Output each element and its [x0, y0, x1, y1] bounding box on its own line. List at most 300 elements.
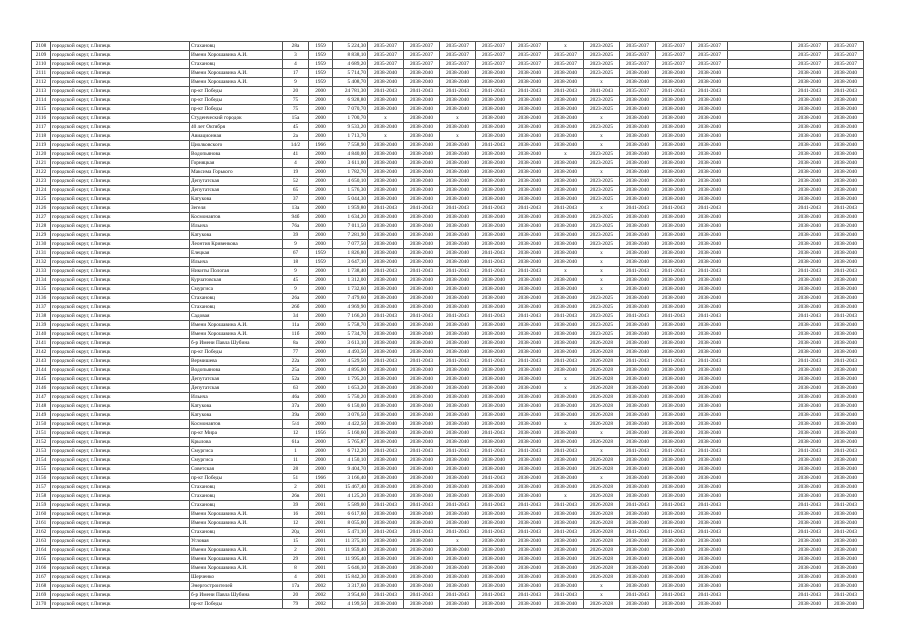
cell-works-9: 2038-2040 — [656, 231, 692, 240]
cell-works-2: 2038-2040 — [404, 393, 440, 402]
cell-works-7: 2023-2025 — [584, 123, 620, 132]
cell-works-7: 2026-2028 — [584, 528, 620, 537]
table-row — [32, 240, 864, 249]
cell-works-3: 2038-2040 — [440, 168, 476, 177]
cell-works-3: 2038-2040 — [440, 465, 476, 474]
table-row — [32, 132, 864, 141]
cell-works-3: 2038-2040 — [440, 240, 476, 249]
cell-house-number: 26в — [283, 492, 309, 501]
cell-street: Крылова — [190, 438, 283, 447]
cell-works-1: 2038-2040 — [368, 519, 404, 528]
cell-works-11: 2038-2040 — [792, 546, 828, 555]
cell-works-3: 2038-2040 — [440, 231, 476, 240]
cell-street: Зегеля — [190, 204, 283, 213]
cell-works-empty — [728, 555, 792, 564]
cell-municipality: городской округ, г.Липецк — [51, 96, 190, 105]
cell-works-1: 2038-2040 — [368, 411, 404, 420]
cell-works-6: 2038-2040 — [548, 402, 584, 411]
cell-house-number: 77 — [283, 348, 309, 357]
cell-works-6: 2038-2040 — [548, 474, 584, 483]
cell-works-11: 2038-2040 — [792, 339, 828, 348]
table-row — [32, 492, 864, 501]
cell-works-10: 2041-2043 — [692, 87, 728, 96]
cell-works-5: 2038-2040 — [512, 510, 548, 519]
table-row — [32, 564, 864, 573]
cell-works-4: 2038-2040 — [476, 519, 512, 528]
cell-works-9: 2038-2040 — [656, 303, 692, 312]
cell-works-2: 2038-2040 — [404, 546, 440, 555]
cell-works-10: 2038-2040 — [692, 582, 728, 591]
cell-build-year: 2000 — [309, 96, 333, 105]
cell-works-10: 2038-2040 — [692, 303, 728, 312]
cell-works-9: 2038-2040 — [656, 375, 692, 384]
cell-build-year: 2001 — [309, 546, 333, 555]
cell-build-year: 2001 — [309, 573, 333, 582]
cell-works-1: 2038-2040 — [368, 537, 404, 546]
cell-works-6: 2038-2040 — [548, 285, 584, 294]
cell-works-8: 2038-2040 — [620, 375, 656, 384]
cell-works-3: 2038-2040 — [440, 213, 476, 222]
cell-works-9: 2038-2040 — [656, 177, 692, 186]
cell-works-12: 2038-2040 — [828, 177, 864, 186]
cell-works-7: 2023-2025 — [584, 312, 620, 321]
cell-works-11: 2038-2040 — [792, 303, 828, 312]
cell-build-year: 2000 — [309, 177, 333, 186]
cell-works-12: 2038-2040 — [828, 402, 864, 411]
cell-municipality: городской округ, г.Липецк — [51, 204, 190, 213]
cell-works-5: 2041-2043 — [512, 591, 548, 600]
cell-street: Садовая — [190, 312, 283, 321]
cell-area: 7 479,60 — [333, 294, 368, 303]
cell-works-11: 2038-2040 — [792, 276, 828, 285]
cell-works-11: 2038-2040 — [792, 123, 828, 132]
cell-works-5: 2038-2040 — [512, 276, 548, 285]
cell-works-empty — [728, 429, 792, 438]
cell-works-4: 2038-2040 — [476, 168, 512, 177]
cell-works-5: 2038-2040 — [512, 582, 548, 591]
cell-works-2: 2038-2040 — [404, 348, 440, 357]
cell-works-6: 2038-2040 — [548, 213, 584, 222]
cell-works-4: 2038-2040 — [476, 231, 512, 240]
cell-works-4: 2038-2040 — [476, 222, 512, 231]
cell-works-10: 2038-2040 — [692, 393, 728, 402]
cell-row-number: 2124 — [32, 186, 51, 195]
cell-works-8: 2038-2040 — [620, 483, 656, 492]
cell-area: 11 959,40 — [333, 546, 368, 555]
cell-works-1: 2041-2043 — [368, 447, 404, 456]
cell-municipality: городской округ, г.Липецк — [51, 105, 190, 114]
cell-works-3: 2038-2040 — [440, 339, 476, 348]
cell-works-7: х — [584, 429, 620, 438]
cell-works-8: 2038-2040 — [620, 330, 656, 339]
cell-street: пр-кт Победы — [190, 474, 283, 483]
table-row — [32, 96, 864, 105]
cell-house-number: 8 — [283, 564, 309, 573]
cell-street: Ильича — [190, 222, 283, 231]
cell-works-12: 2038-2040 — [828, 519, 864, 528]
cell-works-10: 2038-2040 — [692, 177, 728, 186]
cell-works-6: 2038-2040 — [548, 222, 584, 231]
cell-works-5: 2038-2040 — [512, 195, 548, 204]
cell-works-12: 2038-2040 — [828, 78, 864, 87]
cell-works-12: 2038-2040 — [828, 141, 864, 150]
cell-works-4: 2041-2043 — [476, 312, 512, 321]
cell-works-12: 2038-2040 — [828, 96, 864, 105]
cell-works-1: 2038-2040 — [368, 420, 404, 429]
cell-build-year: 2001 — [309, 537, 333, 546]
cell-works-empty — [728, 87, 792, 96]
cell-street: Ильича — [190, 258, 283, 267]
cell-works-2: 2035-2037 — [404, 51, 440, 60]
cell-works-5: 2038-2040 — [512, 456, 548, 465]
cell-works-12: 2035-2037 — [828, 42, 864, 51]
cell-works-11: 2038-2040 — [792, 573, 828, 582]
cell-works-6: 2038-2040 — [548, 105, 584, 114]
cell-works-8: 2038-2040 — [620, 420, 656, 429]
cell-street: Водопьянова — [190, 150, 283, 159]
cell-works-4: 2038-2040 — [476, 456, 512, 465]
cell-works-5: 2038-2040 — [512, 168, 548, 177]
cell-works-12: 2038-2040 — [828, 105, 864, 114]
cell-works-11: 2041-2043 — [792, 501, 828, 510]
cell-works-8: 2038-2040 — [620, 564, 656, 573]
cell-works-6: 2038-2040 — [548, 114, 584, 123]
cell-area: 5 160,60 — [333, 429, 368, 438]
cell-house-number: 26б — [283, 303, 309, 312]
cell-works-4: 2038-2040 — [476, 393, 512, 402]
cell-works-empty — [728, 258, 792, 267]
cell-works-4: 2038-2040 — [476, 303, 512, 312]
cell-works-12: 2041-2043 — [828, 87, 864, 96]
cell-works-10: 2038-2040 — [692, 330, 728, 339]
cell-build-year: 2000 — [309, 339, 333, 348]
cell-works-5: 2035-2037 — [512, 51, 548, 60]
cell-works-9: 2038-2040 — [656, 168, 692, 177]
cell-works-6: 2041-2043 — [548, 501, 584, 510]
cell-area: 4 493,50 — [333, 348, 368, 357]
cell-works-7: 2026-2028 — [584, 411, 620, 420]
cell-municipality: городской округ, г.Липецк — [51, 528, 190, 537]
cell-row-number: 2159 — [32, 501, 51, 510]
table-row — [32, 537, 864, 546]
cell-works-11: 2038-2040 — [792, 249, 828, 258]
cell-works-4: 2041-2043 — [476, 267, 512, 276]
cell-works-2: 2041-2043 — [404, 501, 440, 510]
cell-works-10: 2038-2040 — [692, 465, 728, 474]
cell-works-3: 2038-2040 — [440, 555, 476, 564]
cell-works-1: 2038-2040 — [368, 222, 404, 231]
cell-works-3: 2038-2040 — [440, 438, 476, 447]
cell-build-year: 2000 — [309, 294, 333, 303]
cell-works-9: 2038-2040 — [656, 141, 692, 150]
cell-works-9: 2038-2040 — [656, 438, 692, 447]
cell-works-empty — [728, 186, 792, 195]
cell-works-6: 2041-2043 — [548, 528, 584, 537]
cell-works-4: 2038-2040 — [476, 177, 512, 186]
cell-house-number: 20 — [283, 591, 309, 600]
cell-works-2: 2041-2043 — [404, 87, 440, 96]
cell-works-10: 2041-2043 — [692, 357, 728, 366]
cell-works-1: 2041-2043 — [368, 312, 404, 321]
cell-works-4: 2038-2040 — [476, 150, 512, 159]
cell-house-number: 61а — [283, 438, 309, 447]
cell-works-11: 2038-2040 — [792, 519, 828, 528]
cell-works-12: 2038-2040 — [828, 303, 864, 312]
cell-works-5: 2038-2040 — [512, 240, 548, 249]
cell-works-7: 2026-2028 — [584, 402, 620, 411]
cell-works-3: 2041-2043 — [440, 312, 476, 321]
cell-works-9: 2041-2043 — [656, 591, 692, 600]
cell-works-3: 2038-2040 — [440, 222, 476, 231]
cell-works-5: 2038-2040 — [512, 78, 548, 87]
cell-works-6: 2038-2040 — [548, 555, 584, 564]
cell-street: Депутатская — [190, 177, 283, 186]
cell-works-3: 2038-2040 — [440, 411, 476, 420]
cell-works-1: 2038-2040 — [368, 141, 404, 150]
cell-area: 8 055,00 — [333, 519, 368, 528]
cell-row-number: 2115 — [32, 105, 51, 114]
cell-works-4: 2038-2040 — [476, 294, 512, 303]
cell-works-12: 2038-2040 — [828, 348, 864, 357]
cell-build-year: 2000 — [309, 240, 333, 249]
cell-works-8: 2038-2040 — [620, 141, 656, 150]
cell-area: 1 732,60 — [333, 285, 368, 294]
cell-works-9: 2041-2043 — [656, 357, 692, 366]
cell-area: 4 422,50 — [333, 420, 368, 429]
cell-works-1: 2041-2043 — [368, 87, 404, 96]
cell-works-11: 2038-2040 — [792, 555, 828, 564]
cell-works-4: 2041-2043 — [476, 204, 512, 213]
cell-row-number: 2116 — [32, 114, 51, 123]
cell-works-10: 2038-2040 — [692, 402, 728, 411]
cell-works-10: 2038-2040 — [692, 600, 728, 609]
cell-works-5: 2038-2040 — [512, 384, 548, 393]
cell-row-number: 2135 — [32, 285, 51, 294]
cell-works-10: 2038-2040 — [692, 492, 728, 501]
cell-works-6: 2038-2040 — [548, 519, 584, 528]
cell-municipality: городской округ, г.Липецк — [51, 339, 190, 348]
cell-house-number: 28 — [283, 465, 309, 474]
cell-works-9: 2038-2040 — [656, 276, 692, 285]
cell-build-year: 2000 — [309, 168, 333, 177]
cell-works-empty — [728, 465, 792, 474]
cell-works-5: 2038-2040 — [512, 231, 548, 240]
cell-works-11: 2038-2040 — [792, 492, 828, 501]
cell-house-number: 11а — [283, 321, 309, 330]
cell-works-1: 2038-2040 — [368, 123, 404, 132]
cell-works-9: 2038-2040 — [656, 294, 692, 303]
cell-works-6: 2038-2040 — [548, 330, 584, 339]
cell-works-empty — [728, 384, 792, 393]
cell-works-3: 2041-2043 — [440, 447, 476, 456]
cell-street: пр-кт Победы — [190, 96, 283, 105]
table-row — [32, 474, 864, 483]
cell-works-2: 2038-2040 — [404, 438, 440, 447]
cell-row-number: 2153 — [32, 447, 51, 456]
cell-area: 1 312,00 — [333, 276, 368, 285]
cell-works-10: 2038-2040 — [692, 69, 728, 78]
cell-works-5: 2038-2040 — [512, 429, 548, 438]
cell-house-number: 15а — [283, 114, 309, 123]
cell-works-8: 2038-2040 — [620, 546, 656, 555]
cell-works-12: 2038-2040 — [828, 483, 864, 492]
cell-build-year: 2000 — [309, 393, 333, 402]
cell-works-6: 2038-2040 — [548, 195, 584, 204]
cell-street: Имени Хорошавина А.И. — [190, 51, 283, 60]
cell-works-7: 2026-2028 — [584, 456, 620, 465]
cell-row-number: 2130 — [32, 240, 51, 249]
cell-works-2: 2038-2040 — [404, 375, 440, 384]
cell-works-empty — [728, 510, 792, 519]
cell-works-12: 2038-2040 — [828, 456, 864, 465]
cell-works-11: 2038-2040 — [792, 321, 828, 330]
cell-works-8: 2038-2040 — [620, 177, 656, 186]
cell-works-8: 2038-2040 — [620, 249, 656, 258]
cell-works-empty — [728, 249, 792, 258]
cell-area: 5 224,30 — [333, 42, 368, 51]
cell-works-empty — [728, 573, 792, 582]
cell-row-number: 2140 — [32, 330, 51, 339]
cell-works-2: 2038-2040 — [404, 150, 440, 159]
cell-area: 9 404,70 — [333, 465, 368, 474]
cell-street: Елецкая — [190, 249, 283, 258]
cell-works-4: 2038-2040 — [476, 339, 512, 348]
cell-works-8: 2038-2040 — [620, 123, 656, 132]
table-row — [32, 429, 864, 438]
cell-works-1: 2038-2040 — [368, 105, 404, 114]
cell-works-4: 2038-2040 — [476, 600, 512, 609]
cell-area: 6 617,60 — [333, 510, 368, 519]
cell-municipality: городской округ, г.Липецк — [51, 366, 190, 375]
cell-street: Депутатская — [190, 384, 283, 393]
cell-works-8: 2038-2040 — [620, 465, 656, 474]
cell-works-8: 2041-2043 — [620, 267, 656, 276]
cell-works-empty — [728, 501, 792, 510]
cell-house-number: 75 — [283, 105, 309, 114]
cell-row-number: 2119 — [32, 141, 51, 150]
cell-works-4: 2038-2040 — [476, 285, 512, 294]
cell-street: Имени Хорошавина А.И. — [190, 321, 283, 330]
cell-works-empty — [728, 222, 792, 231]
cell-works-2: 2038-2040 — [404, 285, 440, 294]
cell-street: Стахановц — [190, 294, 283, 303]
cell-municipality: городской округ, г.Липецк — [51, 510, 190, 519]
cell-row-number: 2162 — [32, 528, 51, 537]
cell-works-2: 2038-2040 — [404, 96, 440, 105]
cell-build-year: 1959 — [309, 51, 333, 60]
cell-works-3: 2038-2040 — [440, 348, 476, 357]
cell-house-number: 67 — [283, 249, 309, 258]
cell-works-1: 2038-2040 — [368, 303, 404, 312]
cell-works-2: 2038-2040 — [404, 492, 440, 501]
cell-works-10: 2038-2040 — [692, 123, 728, 132]
cell-municipality: городской округ, г.Липецк — [51, 465, 190, 474]
cell-works-8: 2038-2040 — [620, 339, 656, 348]
cell-works-3: 2038-2040 — [440, 186, 476, 195]
cell-works-4: 2035-2037 — [476, 42, 512, 51]
cell-works-2: 2038-2040 — [404, 429, 440, 438]
cell-works-12: 2038-2040 — [828, 384, 864, 393]
cell-row-number: 2147 — [32, 393, 51, 402]
cell-works-9: 2041-2043 — [656, 447, 692, 456]
cell-works-empty — [728, 204, 792, 213]
cell-works-10: 2038-2040 — [692, 141, 728, 150]
cell-works-5: 2038-2040 — [512, 483, 548, 492]
cell-works-4: 2035-2037 — [476, 60, 512, 69]
cell-house-number: 52а — [283, 375, 309, 384]
cell-works-7: х — [584, 276, 620, 285]
cell-build-year: 1966 — [309, 474, 333, 483]
cell-municipality: городской округ, г.Липецк — [51, 141, 190, 150]
cell-works-11: 2038-2040 — [792, 348, 828, 357]
table-row — [32, 168, 864, 177]
cell-street: Энергостроителей — [190, 582, 283, 591]
cell-area: 9 533,20 — [333, 123, 368, 132]
cell-works-9: 2038-2040 — [656, 546, 692, 555]
cell-works-3: 2038-2040 — [440, 429, 476, 438]
cell-build-year: 2000 — [309, 114, 333, 123]
cell-street: Стахановц — [190, 528, 283, 537]
cell-area: 11 995,40 — [333, 555, 368, 564]
cell-house-number: 26а — [283, 294, 309, 303]
cell-works-6: 2038-2040 — [548, 141, 584, 150]
cell-works-empty — [728, 312, 792, 321]
cell-works-11: 2038-2040 — [792, 438, 828, 447]
cell-works-4: 2038-2040 — [476, 465, 512, 474]
cell-area: 3 611,00 — [333, 159, 368, 168]
cell-works-9: 2038-2040 — [656, 123, 692, 132]
cell-street: Вермишева — [190, 357, 283, 366]
cell-build-year: 1959 — [309, 258, 333, 267]
cell-build-year: 2000 — [309, 285, 333, 294]
cell-works-4: 2041-2043 — [476, 357, 512, 366]
cell-works-6: 2038-2040 — [548, 582, 584, 591]
cell-works-10: 2038-2040 — [692, 411, 728, 420]
cell-works-empty — [728, 276, 792, 285]
cell-works-3: 2038-2040 — [440, 420, 476, 429]
cell-works-4: 2038-2040 — [476, 564, 512, 573]
cell-area: 1 576,30 — [333, 186, 368, 195]
cell-works-1: 2038-2040 — [368, 510, 404, 519]
cell-works-10: 2038-2040 — [692, 231, 728, 240]
cell-works-empty — [728, 357, 792, 366]
cell-works-6: 2041-2043 — [548, 591, 584, 600]
cell-street: Студенческий городок — [190, 114, 283, 123]
cell-area: 8 838,10 — [333, 51, 368, 60]
cell-street: Курчатовская — [190, 276, 283, 285]
cell-works-12: 2038-2040 — [828, 465, 864, 474]
cell-street: Депутатская — [190, 375, 283, 384]
cell-works-6: 2038-2040 — [548, 339, 584, 348]
cell-row-number: 2165 — [32, 555, 51, 564]
cell-works-4: 2038-2040 — [476, 537, 512, 546]
cell-area: 5 471,10 — [333, 528, 368, 537]
cell-area: 4 650,10 — [333, 177, 368, 186]
cell-works-7: 2023-2025 — [584, 195, 620, 204]
cell-works-12: 2038-2040 — [828, 168, 864, 177]
cell-works-3: 2038-2040 — [440, 285, 476, 294]
cell-works-10: 2038-2040 — [692, 114, 728, 123]
table-row — [32, 447, 864, 456]
cell-works-7: 2023-2025 — [584, 105, 620, 114]
cell-area: 7 070,70 — [333, 105, 368, 114]
cell-build-year: 2001 — [309, 492, 333, 501]
cell-build-year: 1956 — [309, 429, 333, 438]
table-row — [32, 186, 864, 195]
cell-works-2: 2038-2040 — [404, 411, 440, 420]
cell-works-7: 2023-2025 — [584, 294, 620, 303]
cell-works-3: 2038-2040 — [440, 366, 476, 375]
